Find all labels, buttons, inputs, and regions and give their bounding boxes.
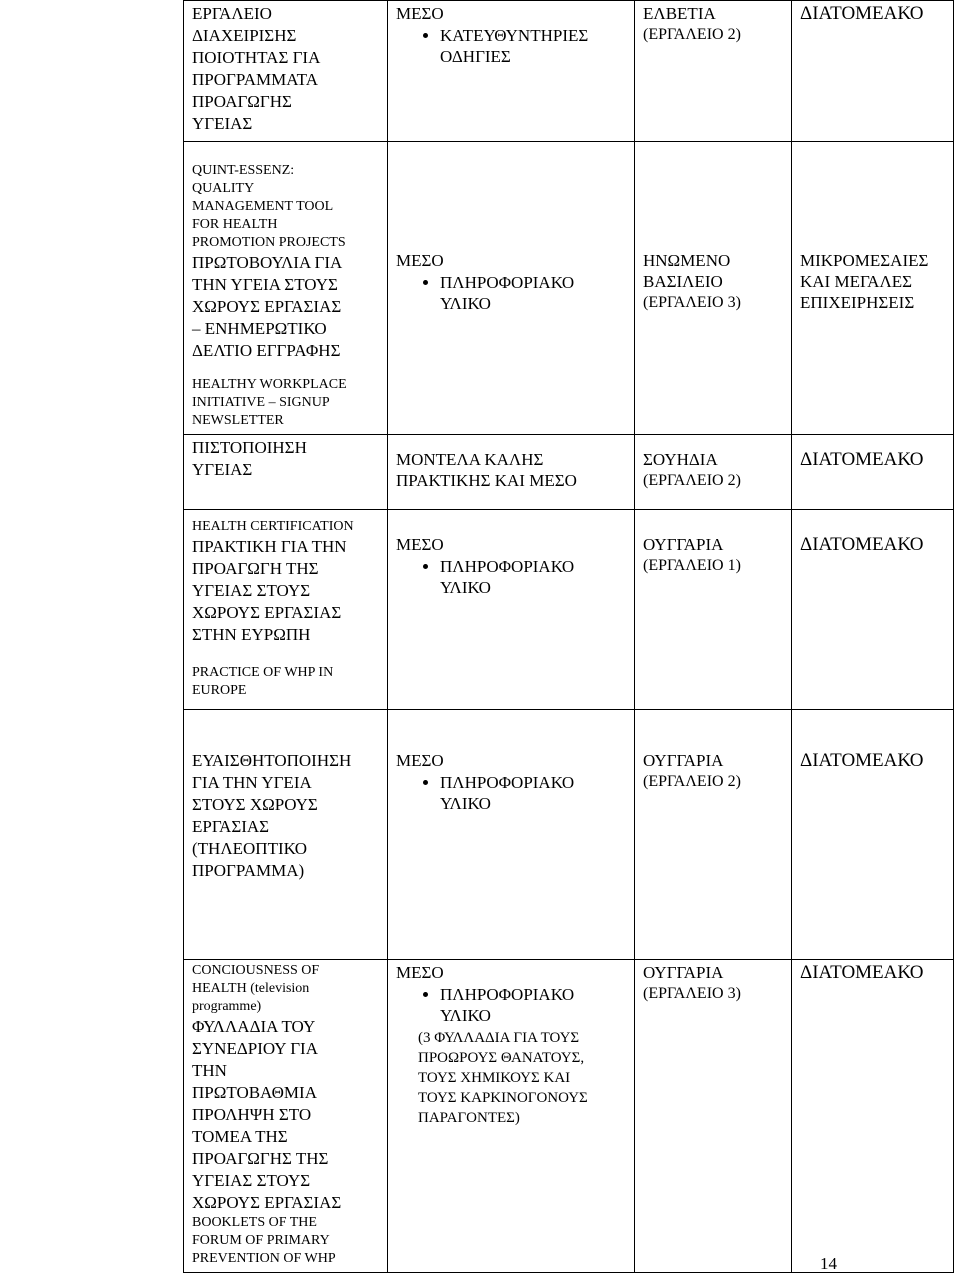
sector-type: ΜΙΚΡΟΜΕΣΑΙΕΣ ΚΑΙ ΜΕΓΑΛΕΣ ΕΠΙΧΕΙΡΗΣΕΙΣ — [800, 251, 929, 312]
tool-ref: (ΕΡΓΑΛΕΙΟ 2) — [643, 472, 741, 489]
tool-ref: (ΕΡΓΑΛΕΙΟ 2) — [643, 26, 741, 43]
medium-item: • ΠΛΗΡΟΦΟΡΙΑΚΟ ΥΛΙΚΟ — [440, 272, 628, 314]
tool-title-en: QUINT-ESSENZ: QUALITY MANAGEMENT TOOL FOR HEALTH PROMOTION PROJECTS — [192, 163, 346, 250]
tool-ref: (ΕΡΓΑΛΕΙΟ 3) — [643, 985, 741, 1002]
type-cell — [792, 510, 954, 710]
type-cell — [792, 142, 954, 435]
title-cell — [184, 960, 388, 1273]
title-cell — [184, 435, 388, 510]
sector-type: ΔΙΑΤΟΜΕΑΚΟ — [800, 449, 924, 470]
country: ΗΝΩΜΕΝΟ ΒΑΣΙΛΕΙΟ — [643, 251, 731, 291]
medium-item: • ΠΛΗΡΟΦΟΡΙΑΚΟ ΥΛΙΚΟ — [440, 772, 628, 814]
title-cell — [184, 1, 388, 142]
type-cell — [792, 435, 954, 510]
type-cell — [792, 960, 954, 1273]
medium-cell — [388, 960, 635, 1273]
table-row — [184, 1, 954, 142]
country-cell — [635, 960, 792, 1273]
tool-title: ΠΡΩΤΟΒΟΥΛΙΑ ΓΙΑ ΤΗΝ ΥΓΕΙΑ ΣΤΟΥΣ ΧΩΡΟΥΣ ΕΡΓΑΣΙΑΣ – ΕΝΗΜΕΡΩΤΙΚΟ ΔΕΛΤΙΟ ΕΓΓΡΑΦΗΣ — [192, 253, 343, 360]
tool-title-en: HEALTH CERTIFICATION — [192, 519, 354, 534]
country: ΟΥΓΓΑΡΙΑ — [643, 963, 724, 982]
medium-cell — [388, 435, 635, 510]
medium-list — [396, 272, 628, 314]
tool-title: ΦΥΛΛΑΔΙΑ ΤΟΥ ΣΥΝΕΔΡΙΟΥ ΓΙΑ ΤΗΝ ΠΡΩΤΟΒΑΘΜΙΑ ΠΡΟΛΗΨΗ ΣΤΟ ΤΟΜΕΑ ΤΗΣ ΠΡΟΑΓΩΓΗΣ ΤΗΣ ΥΓΕΙΑΣ ΣΤΟΥΣ ΧΩΡΟΥΣ ΕΡΓΑΣΙΑΣ — [192, 1017, 342, 1212]
medium-list — [396, 25, 628, 67]
type-cell — [792, 710, 954, 960]
medium-item: • ΠΛΗΡΟΦΟΡΙΑΚΟ ΥΛΙΚΟ — [440, 984, 628, 1026]
country: ΣΟΥΗΔΙΑ — [643, 450, 718, 469]
table-row — [184, 710, 954, 960]
country-cell — [635, 510, 792, 710]
tool-title: ΠΙΣΤΟΠΟΙΗΣΗ ΥΓΕΙΑΣ — [192, 438, 307, 479]
tool-title-en: BOOKLETS OF THE FORUM OF PRIMARY PREVENTION OF WHP — [192, 1215, 336, 1266]
type-cell — [792, 1, 954, 142]
sector-type: ΔΙΑΤΟΜΕΑΚΟ — [800, 3, 924, 24]
table-row — [184, 435, 954, 510]
country: ΕΛΒΕΤΙΑ — [643, 4, 716, 23]
medium-list — [396, 984, 628, 1026]
country-cell — [635, 142, 792, 435]
medium-note: (3 ΦΥΛΛΑΔΙΑ ΓΙΑ ΤΟΥΣ ΠΡΟΩΡΟΥΣ ΘΑΝΑΤΟΥΣ, ΤΟΥΣ ΧΗΜΙΚΟΥΣ ΚΑΙ ΤΟΥΣ ΚΑΡΚΙΝΟΓΟΝΟΥΣ ΠΑΡΑΓΟΝΤΕΣ) — [418, 1030, 588, 1126]
medium-cell — [388, 510, 635, 710]
medium-item: • ΠΛΗΡΟΦΟΡΙΑΚΟ ΥΛΙΚΟ — [440, 556, 628, 598]
medium-cell — [388, 710, 635, 960]
title-cell — [184, 710, 388, 960]
tool-ref: (ΕΡΓΑΛΕΙΟ 2) — [643, 773, 741, 790]
medium-label: ΜΕΣΟ — [396, 251, 444, 270]
medium-cell — [388, 1, 635, 142]
tool-title-en: CONCIOUSNESS OF HEALTH (television programme) — [192, 963, 320, 1014]
tool-title: ΕΥΑΙΣΘΗΤΟΠΟΙΗΣΗ ΓΙΑ ΤΗΝ ΥΓΕΙΑ ΣΤΟΥΣ ΧΩΡΟΥΣ ΕΡΓΑΣΙΑΣ (ΤΗΛΕΟΠΤΙΚΟ ΠΡΟΓΡΑΜΜΑ) — [192, 751, 352, 880]
medium-list — [396, 772, 628, 814]
medium-list — [396, 556, 628, 598]
sector-type: ΔΙΑΤΟΜΕΑΚΟ — [800, 534, 924, 555]
title-cell — [184, 142, 388, 435]
tool-title: ΠΡΑΚΤΙΚΗ ΓΙΑ ΤΗΝ ΠΡΟΑΓΩΓΗ ΤΗΣ ΥΓΕΙΑΣ ΣΤΟΥΣ ΧΩΡΟΥΣ ΕΡΓΑΣΙΑΣ ΣΤΗΝ ΕΥΡΩΠΗ — [192, 537, 347, 644]
medium-label: ΜΕΣΟ — [396, 535, 444, 554]
tool-ref: (ΕΡΓΑΛΕΙΟ 1) — [643, 557, 741, 574]
country-cell — [635, 1, 792, 142]
tool-title: ΕΡΓΑΛΕΙΟ ΔΙΑΧΕΙΡΙΣΗΣ ΠΟΙΟΤΗΤΑΣ ΓΙΑ ΠΡΟΓΡΑΜΜΑΤΑ ΠΡΟΑΓΩΓΗΣ ΥΓΕΙΑΣ — [192, 4, 321, 133]
tool-title-en: HEALTHY WORKPLACE INITIATIVE – SIGNUP NEWSLETTER — [192, 377, 347, 428]
tool-title-en: PRACTICE OF WHP IN EUROPE — [192, 665, 334, 698]
title-cell — [184, 510, 388, 710]
medium-label: ΜΕΣΟ — [396, 963, 444, 982]
country: ΟΥΓΓΑΡΙΑ — [643, 535, 724, 554]
table-row — [184, 142, 954, 435]
country-cell — [635, 435, 792, 510]
medium-item: • ΚΑΤΕΥΘΥΝΤΗΡΙΕΣ ΟΔΗΓΙΕΣ — [440, 25, 628, 67]
medium-cell — [388, 142, 635, 435]
medium-label: ΜΕΣΟ — [396, 4, 444, 23]
table-row — [184, 510, 954, 710]
sector-type: ΔΙΑΤΟΜΕΑΚΟ — [800, 750, 924, 771]
country-cell — [635, 710, 792, 960]
sector-type: ΔΙΑΤΟΜΕΑΚΟ — [800, 962, 924, 983]
page-number: 14 — [820, 1254, 837, 1273]
tool-ref: (ΕΡΓΑΛΕΙΟ 3) — [643, 294, 741, 311]
country: ΟΥΓΓΑΡΙΑ — [643, 751, 724, 770]
table-row — [184, 960, 954, 1273]
medium-text: ΜΟΝΤΕΛΑ ΚΑΛΗΣ ΠΡΑΚΤΙΚΗΣ ΚΑΙ ΜΕΣΟ — [396, 450, 577, 490]
medium-label: ΜΕΣΟ — [396, 751, 444, 770]
tools-table — [183, 0, 954, 1273]
